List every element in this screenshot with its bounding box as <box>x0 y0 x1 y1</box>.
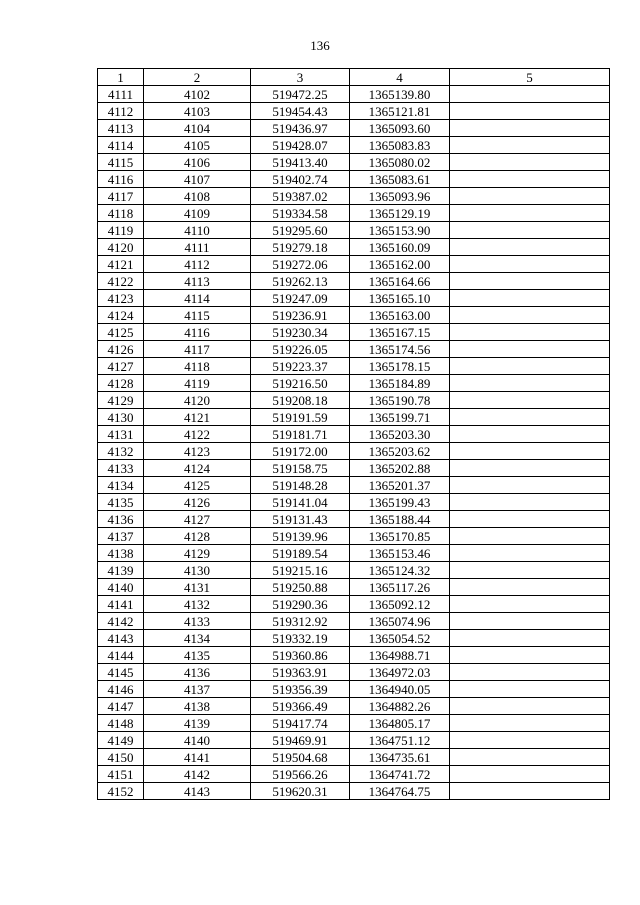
table-cell-col-5 <box>450 239 610 256</box>
table-cell-col-5 <box>450 222 610 239</box>
table-cell-col-4: 1365201.37 <box>350 477 450 494</box>
table-row <box>98 749 610 766</box>
table-row <box>98 120 610 137</box>
table-cell-col-4: 1365117.26 <box>350 579 450 596</box>
table-row <box>98 511 610 528</box>
table-cell-col-1: 4130 <box>98 409 144 426</box>
table-row <box>98 426 610 443</box>
table-cell-col-4: 1365074.96 <box>350 613 450 630</box>
table-cell-col-3: 519262.13 <box>251 273 350 290</box>
table-cell-col-5 <box>450 256 610 273</box>
table-cell-col-5 <box>450 426 610 443</box>
table-cell-col-1: 4124 <box>98 307 144 324</box>
table-cell-col-4: 1365203.30 <box>350 426 450 443</box>
table-cell-col-1: 4139 <box>98 562 144 579</box>
table-cell-col-3: 519332.19 <box>251 630 350 647</box>
table-row <box>98 596 610 613</box>
table-cell-col-4: 1365083.61 <box>350 171 450 188</box>
table-cell-col-2: 4120 <box>144 392 251 409</box>
table-cell-col-4: 1365178.15 <box>350 358 450 375</box>
table-cell-col-2: 4112 <box>144 256 251 273</box>
table-row <box>98 171 610 188</box>
table-cell-col-1: 4143 <box>98 630 144 647</box>
table-cell-col-1: 4121 <box>98 256 144 273</box>
table-cell-col-1: 4112 <box>98 103 144 120</box>
table-cell-col-3: 519226.05 <box>251 341 350 358</box>
table-cell-col-3: 519472.25 <box>251 86 350 103</box>
table-cell-col-5 <box>450 86 610 103</box>
table-cell-col-4: 1364751.12 <box>350 732 450 749</box>
table-cell-col-4: 1365164.66 <box>350 273 450 290</box>
table-cell-col-3: 519360.86 <box>251 647 350 664</box>
table-cell-col-3: 519208.18 <box>251 392 350 409</box>
table-cell-col-1: 4125 <box>98 324 144 341</box>
table-cell-col-1: 4150 <box>98 749 144 766</box>
table-cell-col-1: 4148 <box>98 715 144 732</box>
table-cell-col-3: 519191.59 <box>251 409 350 426</box>
table-cell-col-5 <box>450 494 610 511</box>
table-cell-col-5 <box>450 647 610 664</box>
table-cell-col-3: 519158.75 <box>251 460 350 477</box>
table-cell-col-5 <box>450 188 610 205</box>
table-cell-col-2: 4125 <box>144 477 251 494</box>
table-cell-col-1: 4136 <box>98 511 144 528</box>
table-row <box>98 188 610 205</box>
table-row <box>98 154 610 171</box>
table-cell-col-1: 4115 <box>98 154 144 171</box>
table-cell-col-2: 4116 <box>144 324 251 341</box>
table-cell-col-1: 4122 <box>98 273 144 290</box>
table-cell-col-5 <box>450 715 610 732</box>
table-cell-col-5 <box>450 290 610 307</box>
table-cell-col-2: 4118 <box>144 358 251 375</box>
table-cell-col-2: 4127 <box>144 511 251 528</box>
table-cell-col-5 <box>450 375 610 392</box>
table-cell-col-1: 4137 <box>98 528 144 545</box>
table-cell-col-4: 1365092.12 <box>350 596 450 613</box>
table-cell-col-5 <box>450 596 610 613</box>
table-cell-col-3: 519247.09 <box>251 290 350 307</box>
table-cell-col-4: 1365184.89 <box>350 375 450 392</box>
table-row <box>98 460 610 477</box>
table-cell-col-3: 519279.18 <box>251 239 350 256</box>
table-cell-col-5 <box>450 358 610 375</box>
table-cell-col-5 <box>450 528 610 545</box>
table-cell-col-5 <box>450 120 610 137</box>
table-cell-col-3: 519504.68 <box>251 749 350 766</box>
table-cell-col-5 <box>450 443 610 460</box>
table-cell-col-4: 1365199.43 <box>350 494 450 511</box>
table-cell-col-1: 4140 <box>98 579 144 596</box>
table-cell-col-2: 4141 <box>144 749 251 766</box>
table-cell-col-3: 519363.91 <box>251 664 350 681</box>
table-cell-col-2: 4139 <box>144 715 251 732</box>
table-body <box>98 86 610 800</box>
table-cell-col-2: 4123 <box>144 443 251 460</box>
table-row <box>98 613 610 630</box>
table-cell-col-5 <box>450 477 610 494</box>
table-row <box>98 562 610 579</box>
table-cell-col-5 <box>450 171 610 188</box>
table-cell-col-1: 4111 <box>98 86 144 103</box>
table-cell-col-4: 1365080.02 <box>350 154 450 171</box>
table-cell-col-1: 4134 <box>98 477 144 494</box>
table-cell-col-5 <box>450 103 610 120</box>
table-cell-col-4: 1365188.44 <box>350 511 450 528</box>
table-row <box>98 766 610 783</box>
table-cell-col-2: 4143 <box>144 783 251 800</box>
table-row <box>98 392 610 409</box>
table-cell-col-5 <box>450 681 610 698</box>
table-row <box>98 222 610 239</box>
table-cell-col-3: 519356.39 <box>251 681 350 698</box>
table-cell-col-2: 4105 <box>144 137 251 154</box>
table-cell-col-2: 4121 <box>144 409 251 426</box>
table-cell-col-3: 519413.40 <box>251 154 350 171</box>
table-cell-col-1: 4146 <box>98 681 144 698</box>
table-cell-col-3: 519236.91 <box>251 307 350 324</box>
table-cell-col-4: 1365083.83 <box>350 137 450 154</box>
table-row <box>98 783 610 800</box>
table-cell-col-1: 4131 <box>98 426 144 443</box>
table-row <box>98 86 610 103</box>
table-row <box>98 324 610 341</box>
table-cell-col-2: 4102 <box>144 86 251 103</box>
table-cell-col-1: 4120 <box>98 239 144 256</box>
table-cell-col-5 <box>450 273 610 290</box>
table-row <box>98 375 610 392</box>
table-cell-col-5 <box>450 392 610 409</box>
table-row <box>98 273 610 290</box>
table-cell-col-4: 1364764.75 <box>350 783 450 800</box>
table-row <box>98 358 610 375</box>
table-cell-col-1: 4117 <box>98 188 144 205</box>
table-cell-col-4: 1365153.46 <box>350 545 450 562</box>
table-row <box>98 409 610 426</box>
table-cell-col-5 <box>450 137 610 154</box>
table-cell-col-4: 1365170.85 <box>350 528 450 545</box>
table-cell-col-5 <box>450 511 610 528</box>
table-header-row <box>98 69 610 86</box>
table-cell-col-1: 4123 <box>98 290 144 307</box>
table-row <box>98 494 610 511</box>
table-cell-col-3: 519272.06 <box>251 256 350 273</box>
table-cell-col-2: 4106 <box>144 154 251 171</box>
table-cell-col-4: 1365165.10 <box>350 290 450 307</box>
table-cell-col-2: 4140 <box>144 732 251 749</box>
table-cell-col-5 <box>450 460 610 477</box>
table-row <box>98 239 610 256</box>
table-cell-col-4: 1365174.56 <box>350 341 450 358</box>
table-cell-col-1: 4114 <box>98 137 144 154</box>
table-cell-col-3: 519295.60 <box>251 222 350 239</box>
column-header-1: 1 <box>98 69 144 86</box>
table-row <box>98 664 610 681</box>
table-row <box>98 681 610 698</box>
table-cell-col-1: 4152 <box>98 783 144 800</box>
table-cell-col-3: 519469.91 <box>251 732 350 749</box>
table-cell-col-2: 4131 <box>144 579 251 596</box>
table-cell-col-2: 4110 <box>144 222 251 239</box>
table-cell-col-4: 1365160.09 <box>350 239 450 256</box>
table-cell-col-4: 1365162.00 <box>350 256 450 273</box>
table-cell-col-3: 519215.16 <box>251 562 350 579</box>
table-cell-col-1: 4138 <box>98 545 144 562</box>
table-cell-col-1: 4144 <box>98 647 144 664</box>
table-cell-col-4: 1365203.62 <box>350 443 450 460</box>
table-row <box>98 732 610 749</box>
table-cell-col-4: 1364805.17 <box>350 715 450 732</box>
table-cell-col-3: 519417.74 <box>251 715 350 732</box>
table-cell-col-4: 1365167.15 <box>350 324 450 341</box>
table-cell-col-3: 519250.88 <box>251 579 350 596</box>
table-cell-col-2: 4137 <box>144 681 251 698</box>
table-row <box>98 545 610 562</box>
table-row <box>98 715 610 732</box>
table-row <box>98 205 610 222</box>
table-cell-col-1: 4126 <box>98 341 144 358</box>
table-row <box>98 256 610 273</box>
table-cell-col-3: 519387.02 <box>251 188 350 205</box>
table-cell-col-4: 1365199.71 <box>350 409 450 426</box>
table-cell-col-5 <box>450 324 610 341</box>
table-cell-col-2: 4133 <box>144 613 251 630</box>
table-row <box>98 443 610 460</box>
table-cell-col-4: 1364972.03 <box>350 664 450 681</box>
table-cell-col-2: 4119 <box>144 375 251 392</box>
table-cell-col-3: 519402.74 <box>251 171 350 188</box>
table-cell-col-2: 4129 <box>144 545 251 562</box>
table-cell-col-2: 4108 <box>144 188 251 205</box>
table-cell-col-5 <box>450 205 610 222</box>
table-cell-col-3: 519216.50 <box>251 375 350 392</box>
table-row <box>98 630 610 647</box>
table-cell-col-2: 4104 <box>144 120 251 137</box>
table-row <box>98 477 610 494</box>
table-cell-col-5 <box>450 664 610 681</box>
table-row <box>98 137 610 154</box>
table-cell-col-2: 4115 <box>144 307 251 324</box>
table-cell-col-1: 4149 <box>98 732 144 749</box>
table-cell-col-1: 4142 <box>98 613 144 630</box>
page-number: 136 <box>310 38 330 53</box>
table-cell-col-4: 1365129.19 <box>350 205 450 222</box>
table-cell-col-4: 1365093.60 <box>350 120 450 137</box>
table-cell-col-1: 4128 <box>98 375 144 392</box>
table-cell-col-2: 4132 <box>144 596 251 613</box>
table-cell-col-4: 1365202.88 <box>350 460 450 477</box>
table-cell-col-4: 1364988.71 <box>350 647 450 664</box>
table-cell-col-2: 4113 <box>144 273 251 290</box>
table-row <box>98 307 610 324</box>
table-cell-col-4: 1364735.61 <box>350 749 450 766</box>
table-cell-col-2: 4135 <box>144 647 251 664</box>
table-cell-col-4: 1365153.90 <box>350 222 450 239</box>
table-cell-col-3: 519230.34 <box>251 324 350 341</box>
table-cell-col-2: 4111 <box>144 239 251 256</box>
table-cell-col-5 <box>450 562 610 579</box>
table-cell-col-2: 4103 <box>144 103 251 120</box>
table-cell-col-2: 4142 <box>144 766 251 783</box>
table-cell-col-3: 519148.28 <box>251 477 350 494</box>
table-cell-col-4: 1365124.32 <box>350 562 450 579</box>
column-header-3: 3 <box>251 69 350 86</box>
table-cell-col-1: 4116 <box>98 171 144 188</box>
table-row <box>98 528 610 545</box>
table-cell-col-1: 4135 <box>98 494 144 511</box>
table-cell-col-5 <box>450 545 610 562</box>
table-cell-col-2: 4107 <box>144 171 251 188</box>
table-cell-col-2: 4126 <box>144 494 251 511</box>
table-cell-col-4: 1365190.78 <box>350 392 450 409</box>
table-cell-col-1: 4118 <box>98 205 144 222</box>
table-cell-col-1: 4133 <box>98 460 144 477</box>
column-header-5: 5 <box>450 69 610 86</box>
table-cell-col-1: 4147 <box>98 698 144 715</box>
table-cell-col-5 <box>450 613 610 630</box>
table-cell-col-3: 519290.36 <box>251 596 350 613</box>
table-cell-col-1: 4145 <box>98 664 144 681</box>
table-cell-col-3: 519189.54 <box>251 545 350 562</box>
table-cell-col-3: 519223.37 <box>251 358 350 375</box>
table-cell-col-5 <box>450 732 610 749</box>
table-cell-col-4: 1365121.81 <box>350 103 450 120</box>
table-cell-col-4: 1364741.72 <box>350 766 450 783</box>
table-cell-col-1: 4129 <box>98 392 144 409</box>
table-row <box>98 698 610 715</box>
table-row <box>98 579 610 596</box>
table-row <box>98 647 610 664</box>
table-row <box>98 341 610 358</box>
table-cell-col-5 <box>450 783 610 800</box>
table-row <box>98 103 610 120</box>
table-cell-col-5 <box>450 749 610 766</box>
table-cell-col-5 <box>450 341 610 358</box>
table-cell-col-3: 519566.26 <box>251 766 350 783</box>
table-cell-col-2: 4124 <box>144 460 251 477</box>
table-cell-col-3: 519141.04 <box>251 494 350 511</box>
coordinates-table <box>97 68 610 800</box>
table-cell-col-1: 4132 <box>98 443 144 460</box>
table-cell-col-5 <box>450 154 610 171</box>
table-cell-col-2: 4128 <box>144 528 251 545</box>
column-header-4: 4 <box>350 69 450 86</box>
table-cell-col-5 <box>450 409 610 426</box>
table-cell-col-5 <box>450 630 610 647</box>
table-cell-col-1: 4119 <box>98 222 144 239</box>
table-cell-col-2: 4130 <box>144 562 251 579</box>
table-cell-col-1: 4151 <box>98 766 144 783</box>
table-cell-col-4: 1365054.52 <box>350 630 450 647</box>
table-cell-col-1: 4141 <box>98 596 144 613</box>
table-cell-col-3: 519436.97 <box>251 120 350 137</box>
table-cell-col-2: 4114 <box>144 290 251 307</box>
table-cell-col-4: 1364882.26 <box>350 698 450 715</box>
table-cell-col-3: 519139.96 <box>251 528 350 545</box>
table-cell-col-5 <box>450 579 610 596</box>
table-cell-col-3: 519620.31 <box>251 783 350 800</box>
table-cell-col-2: 4136 <box>144 664 251 681</box>
table-cell-col-3: 519428.07 <box>251 137 350 154</box>
table-cell-col-2: 4122 <box>144 426 251 443</box>
table-cell-col-3: 519366.49 <box>251 698 350 715</box>
table-cell-col-4: 1365139.80 <box>350 86 450 103</box>
table-cell-col-2: 4109 <box>144 205 251 222</box>
table-cell-col-4: 1365163.00 <box>350 307 450 324</box>
table-cell-col-4: 1364940.05 <box>350 681 450 698</box>
table-cell-col-3: 519172.00 <box>251 443 350 460</box>
table-cell-col-1: 4127 <box>98 358 144 375</box>
table-cell-col-2: 4138 <box>144 698 251 715</box>
table-cell-col-3: 519454.43 <box>251 103 350 120</box>
table-cell-col-5 <box>450 698 610 715</box>
table-cell-col-5 <box>450 766 610 783</box>
table-cell-col-2: 4134 <box>144 630 251 647</box>
table-cell-col-3: 519131.43 <box>251 511 350 528</box>
table-cell-col-3: 519334.58 <box>251 205 350 222</box>
table-cell-col-4: 1365093.96 <box>350 188 450 205</box>
table-cell-col-5 <box>450 307 610 324</box>
table-cell-col-3: 519312.92 <box>251 613 350 630</box>
column-header-2: 2 <box>144 69 251 86</box>
table-cell-col-1: 4113 <box>98 120 144 137</box>
table-row <box>98 290 610 307</box>
table-cell-col-2: 4117 <box>144 341 251 358</box>
table-cell-col-3: 519181.71 <box>251 426 350 443</box>
